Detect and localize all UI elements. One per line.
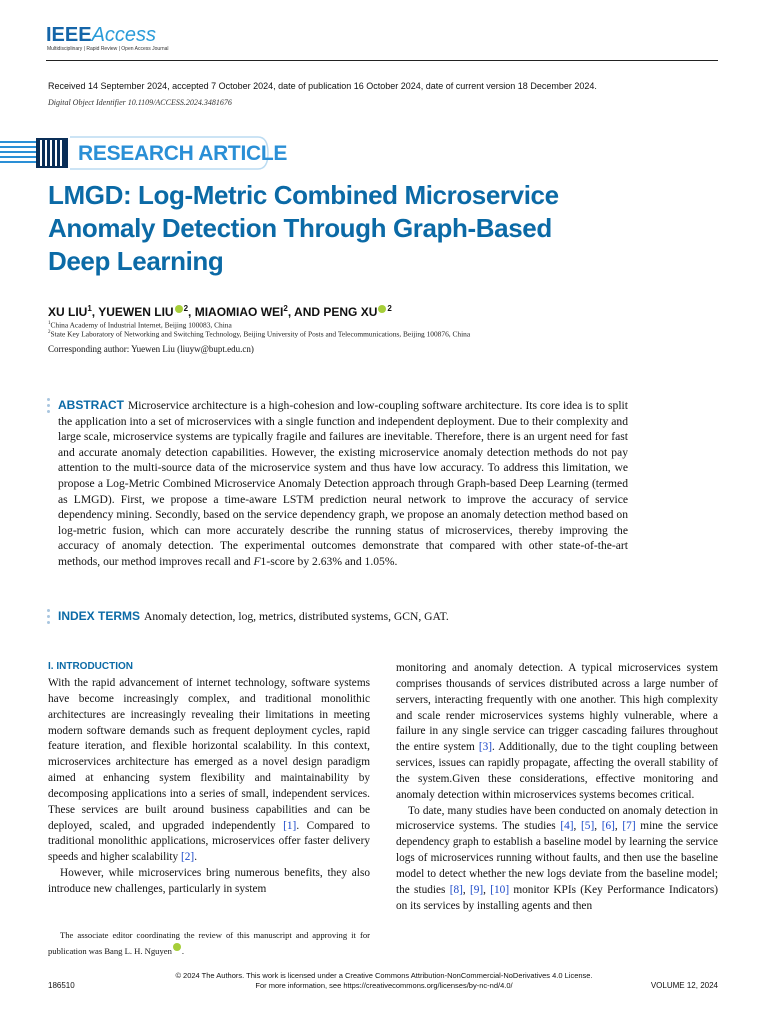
logo-ieee: IEEE: [46, 24, 92, 46]
article-type-label: RESEARCH ARTICLE: [78, 142, 288, 165]
paragraph-text: monitoring and anomaly detection. A typical microservices system comprises thousands of services distributed across a large number of servers, interacting frequently with one another. This high complexity and scale render microservices systems highly vulnerable, where a failure in any single service can trigger cascading failures throughout the entire system: [396, 662, 718, 754]
paragraph-text: mine the service dependency graph to establish a baseline model by learning the service logs of microservices running without faults, and then use the baseline model to detect whether the new logs deviate from the baseline model; the studies: [396, 820, 718, 896]
doi: Digital Object Identifier 10.1109/ACCESS.2024.3481676: [48, 98, 232, 107]
citation-link[interactable]: [4]: [560, 820, 574, 833]
license-url-line[interactable]: For more information, see https://creativecommons.org/licenses/by-nc-nd/4.0/: [255, 981, 513, 990]
paragraph-text: With the rapid advancement of internet technology, software systems have become increasingly complex, and traditional monolithic architectures are increasingly revealing their limitations in meeting modern software demands such as frequent deployment cycles, rapid feature iteration, and flexible horizontal scalability. In this context, microservices architecture has emerged as a novel design paradigm aimed at enhancing system flexibility and maintainability by decomposing applications into a series of small, independent services. These services are built around business capabilities and can be deployed, scaled, and upgraded independently: [48, 677, 370, 832]
paragraph-text: . Additionally, due to the tight coupling between services, issues can rapidly propagate, affecting the overall stability of the system.Given these considerations, effective monitoring and anomaly detection within microservices systems becomes critical.: [396, 741, 719, 801]
paragraph: [396, 661, 718, 804]
index-terms: [58, 609, 628, 624]
paragraph-text: monitor KPIs (Key Performance Indicators) on its services by installing agents and then: [396, 883, 718, 912]
journal-tagline: Multidisciplinary | Rapid Review | Open Access Journal: [47, 46, 169, 52]
citation-link[interactable]: [5]: [581, 820, 595, 833]
affiliation-marker: 2: [387, 304, 392, 313]
index-terms-text: Anomaly detection, log, metrics, distributed systems, GCN, GAT.: [144, 610, 449, 623]
logo-access: Access: [91, 24, 157, 46]
author-name: XU LIU: [48, 305, 88, 319]
abstract-marker-dots: [47, 398, 51, 416]
abstract-label: ABSTRACT: [58, 398, 124, 412]
citation-link[interactable]: [8]: [449, 883, 463, 896]
affiliation-marker: 2: [283, 304, 288, 313]
author-name: , YUEWEN LIU: [91, 305, 174, 319]
orcid-icon[interactable]: [173, 943, 181, 951]
separator: ,: [483, 883, 491, 896]
abstract-text-italic: F: [253, 554, 261, 568]
paper-title: LMGD: Log-Metric Combined Microservice Anomaly Detection Through Graph-Based Deep Learning: [48, 180, 559, 276]
paragraph-text: . Compared to traditional monolithic applications, microservices offer faster delivery speeds and higher scalability: [48, 819, 370, 864]
abstract-text: 1-score by 2.63% and 1.05%.: [260, 554, 398, 568]
license-notice: [130, 971, 638, 991]
volume-info: VOLUME 12, 2024: [650, 981, 718, 990]
section-heading: I. INTRODUCTION: [48, 661, 133, 672]
separator: ,: [573, 820, 582, 833]
author-list: [48, 302, 392, 319]
abstract-text: Microservice architecture is a high-cohesion and low-coupling software architecture. Its core idea is to split the application into a set of microservices with a single function and independent deployment. Due to their complexity and large scale, microservice systems are typically fragile and failures are inevitable. Therefore, there is an urgent need for fast and accurate anomaly detection capabilities. However, the existing microservice anomaly detection methods do not pay attention to the multi-source data of the microservice system and thus have low accuracy. To address this limitation, we propose a Log-Metric Combined Microservice Anomaly Detection approach through Graph-based Deep Learning (termed as LMGD). First, we propose a time-aware LSTM prediction neural network to improve the accuracy of service dependency mining. Secondly, based on the service dependency graph, we propose an anomaly detection method based on log-metric fusion, which can more accurately describe the running status of microservices, thereby improving the accuracy of anomaly detection. The experimental outcomes demonstrate that compared with other state-of-the-art methods, our method improves recall and: [58, 399, 628, 568]
affiliation-text: China Academy of Industrial Internet, Beijing 100083, China: [50, 320, 232, 330]
orcid-icon[interactable]: [378, 305, 386, 313]
abstract: [58, 398, 628, 570]
affiliation-marker: 1: [87, 304, 92, 313]
citation-link[interactable]: [9]: [469, 883, 484, 896]
affiliation-marker: 2: [183, 304, 189, 313]
received-dates: Received 14 September 2024, accepted 7 October 2024, date of publication 16 October 2024, date of current version 18 December 2024.: [48, 81, 597, 91]
header-divider: [46, 60, 718, 61]
paragraph: [48, 676, 370, 866]
affiliation-number: 1: [48, 321, 51, 326]
citation-link[interactable]: [6]: [601, 820, 615, 833]
editor-footnote: The associate editor coordinating the review of this manuscript and approving it for publication was Bang L. H. Nguyen .: [48, 930, 370, 956]
citation-link[interactable]: [1]: [283, 819, 297, 832]
paragraph-text: To date, many studies have been conducted on anomaly detection in microservice systems. The studies: [396, 804, 718, 833]
affiliation-number: 2: [48, 330, 51, 335]
author-name: , AND PENG XU: [287, 305, 378, 319]
orcid-icon[interactable]: [175, 305, 183, 313]
citation-link[interactable]: [7]: [622, 820, 636, 833]
separator: ,: [594, 820, 602, 833]
index-terms-marker-dots: [47, 609, 51, 627]
paragraph: However, while microservices bring numerous benefits, they also introduce new challenges, particularly in system: [48, 867, 370, 895]
journal-logo: [46, 24, 156, 46]
paragraph-text: .: [194, 851, 198, 864]
left-column: [48, 676, 370, 898]
separator: ,: [462, 883, 470, 896]
page-number: 186510: [48, 981, 75, 990]
corresponding-author: Corresponding author: Yuewen Liu (liuyw@bupt.edu.cn): [48, 344, 254, 354]
citation-link[interactable]: [10]: [490, 883, 510, 896]
citation-link[interactable]: [2]: [181, 851, 195, 864]
citation-link[interactable]: [3]: [478, 741, 493, 754]
license-line: © 2024 The Authors. This work is licensed under a Creative Commons Attribution-NonCommercial-NoDerivatives 4.0 License.: [175, 971, 593, 980]
paragraph: [396, 804, 718, 915]
separator: ,: [614, 820, 623, 833]
footnote-text: The associate editor coordinating the review of this manuscript and approving it for publication was Bang L. H. Nguyen: [48, 930, 370, 956]
affiliation-text: State Key Laboratory of Networking and Switching Technology, Beijing University of Posts and Telecommunications, Beijing 100876, China: [50, 329, 471, 339]
author-name: , MIAOMIAO WEI: [188, 305, 284, 319]
index-terms-label: INDEX TERMS: [58, 609, 141, 623]
affiliation: [48, 328, 470, 338]
right-column: [396, 661, 718, 915]
